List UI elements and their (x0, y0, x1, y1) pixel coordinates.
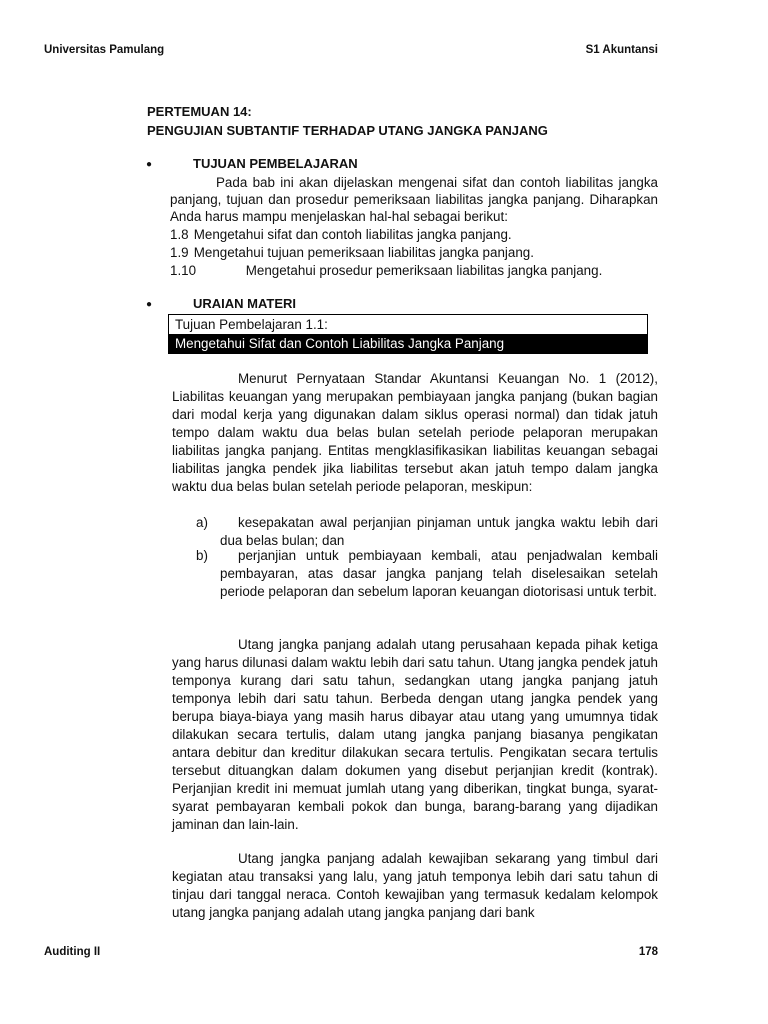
header-university: Universitas Pamulang (44, 44, 165, 56)
list-marker: a) (196, 515, 208, 530)
body-paragraph: Menurut Pernyataan Standar Akuntansi Keuangan No. 1 (2012), Liabilitas keuangan yang merupakan pembiayaan jangka panjang (bukan bagian dari modal kerja yang digunakan dalam siklus operasi normal) dan tidak jatuh tempo dalam waktu dua belas bulan setelah periode pelaporan merupakan liabilitas jangka panjang. Entitas mengklasifikasikan liabilitas keuangan sebagai liabilitas jangka pendek jika liabilitas tersebut akan jatuh tempo dalam jangka waktu dua belas bulan setelah periode pelaporan, meskipun: (172, 371, 658, 494)
chapter-meeting: PERTEMUAN 14: (147, 104, 252, 119)
chapter-topic: PENGUJIAN SUBTANTIF TERHADAP UTANG JANGKA PANJANG (147, 123, 548, 138)
objective-item (170, 244, 534, 261)
list-text: kesepakatan awal perjanjian pinjaman untuk jangka waktu lebih dari dua belas bulan; dan (220, 515, 658, 548)
chapter-title (147, 102, 548, 140)
learning-objective-title: Mengetahui Sifat dan Contoh Liabilitas Jangka Panjang (169, 335, 647, 353)
learning-objective-label: Tujuan Pembelajaran 1.1: (169, 315, 647, 335)
bullet-icon: ● (146, 299, 153, 310)
objective-item (170, 226, 512, 243)
list-item (196, 514, 658, 550)
bullet-icon: ● (146, 159, 153, 170)
page-number: 178 (638, 946, 658, 958)
objective-number: 1.8 (170, 227, 189, 242)
list-text: perjanjian untuk pembiayaan kembali, atau penjadwalan kembali pembayaran, atas dasar jangka panjang telah diselesaikan setelah periode pelaporan dan sebelum laporan keuangan diotorisasi untuk terbit. (220, 548, 658, 599)
footer-course: Auditing II (44, 946, 101, 958)
header-program: S1 Akuntansi (585, 44, 658, 56)
body-paragraph: Utang jangka panjang adalah kewajiban sekarang yang timbul dari kegiatan atau transaksi yang lalu, yang jatuh temponya lebih dari satu tahun di tinjau dari tanggal neraca. Contoh kewajiban yang termasuk kedalam kelompok utang jangka panjang adalah utang jangka panjang dari bank (172, 851, 658, 920)
body-paragraph: Utang jangka panjang adalah utang perusahaan kepada pihak ketiga yang harus dilunasi dalam waktu lebih dari satu tahun. Utang jangka pendek jatuh temponya kurang dari satu tahun, sedangkan utang jangka panjang jatuh temponya lebih dari satu tahun. Berbeda dengan utang jangka pendek yang berupa biaya-biaya yang masih harus dibayar atau utang yang umumnya tidak dilakukan secara tertulis, dalam utang jangka panjang biasanya pengikatan antara debitur dan kreditur dilakukan secara tertulis. Pengikatan secara tertulis tersebut dituangkan dalam dokumen yang disebut perjanjian kredit (kontrak). Perjanjian kredit ini memuat jumlah utang yang diberikan, tingkat bunga, syarat-syarat pembayaran kembali pokok dan bunga, barang-barang yang dijadikan jaminan dan lain-lain. (172, 637, 658, 832)
learning-objective-box (168, 314, 648, 354)
section-heading-objectives: TUJUAN PEMBELAJARAN (193, 156, 358, 171)
section-heading-material: URAIAN MATERI (193, 296, 297, 311)
objective-text: Mengetahui sifat dan contoh liabilitas jangka panjang. (193, 227, 512, 242)
list-item (196, 547, 658, 601)
objective-number: 1.9 (170, 245, 189, 260)
objective-text: Mengetahui prosedur pemeriksaan liabilitas jangka panjang. (245, 263, 603, 278)
objective-item (170, 262, 602, 279)
objective-number: 1.10 (170, 263, 197, 278)
page-header (44, 44, 658, 56)
objective-text: Mengetahui tujuan pemeriksaan liabilitas jangka panjang. (193, 245, 534, 260)
objectives-intro: Pada bab ini akan dijelaskan mengenai sifat dan contoh liabilitas jangka panjang, tujuan dan prosedur pemeriksaan liabilitas jangka panjang. Diharapkan Anda harus mampu menjelaskan hal-hal sebagai berikut: (170, 175, 658, 225)
page-footer (44, 946, 658, 958)
list-marker: b) (196, 548, 208, 563)
